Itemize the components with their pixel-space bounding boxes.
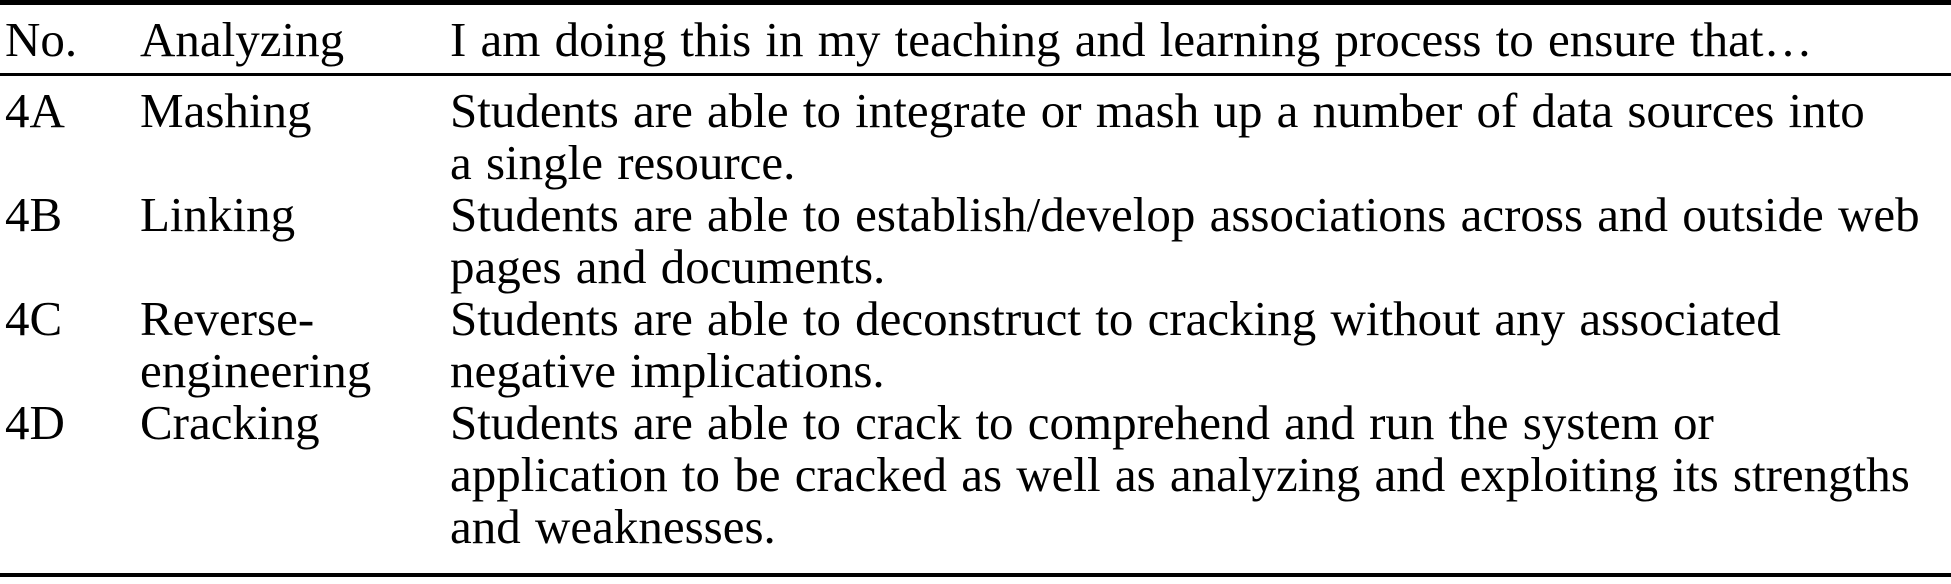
description-line: and weaknesses. <box>450 499 776 554</box>
table-row-4c <box>0 293 1951 397</box>
table-row-4d <box>0 397 1951 553</box>
description-line: negative implications. <box>450 343 885 398</box>
activity-line: Reverse- <box>140 291 315 346</box>
table-row-4a <box>0 75 1951 190</box>
activity-name <box>140 75 450 190</box>
activity-line: Mashing <box>140 83 312 138</box>
activity-name <box>140 397 450 553</box>
activity-description <box>450 293 1951 397</box>
activity-name <box>140 293 450 397</box>
activity-description <box>450 189 1951 293</box>
column-header-analyzing: Analyzing <box>140 5 450 75</box>
table-header-row <box>0 5 1951 75</box>
table-bottom-rule <box>0 573 1951 577</box>
activity-line: engineering <box>140 343 372 398</box>
row-id: 4A <box>5 83 65 138</box>
description-line: application to be cracked as well as analyzing and exploiting its strengths <box>450 447 1910 502</box>
table-row-4b <box>0 189 1951 293</box>
activity-name <box>140 189 450 293</box>
row-id: 4C <box>5 291 63 346</box>
analyzing-activities-table <box>0 5 1951 553</box>
description-line: pages and documents. <box>450 239 886 294</box>
description-line: Students are able to establish/develop associations across and outside web <box>450 187 1920 242</box>
activity-line: Cracking <box>140 395 320 450</box>
column-header-description: I am doing this in my teaching and learning process to ensure that… <box>450 5 1951 75</box>
activity-line: Linking <box>140 187 296 242</box>
activity-description <box>450 75 1951 190</box>
activity-description <box>450 397 1951 553</box>
row-id: 4B <box>5 187 63 242</box>
column-header-no: No. <box>0 5 140 75</box>
description-line: a single resource. <box>450 135 796 190</box>
row-id: 4D <box>5 395 65 450</box>
description-line: Students are able to integrate or mash up a number of data sources into <box>450 83 1865 138</box>
description-line: Students are able to deconstruct to cracking without any associated <box>450 291 1781 346</box>
description-line: Students are able to crack to comprehend and run the system or <box>450 395 1714 450</box>
